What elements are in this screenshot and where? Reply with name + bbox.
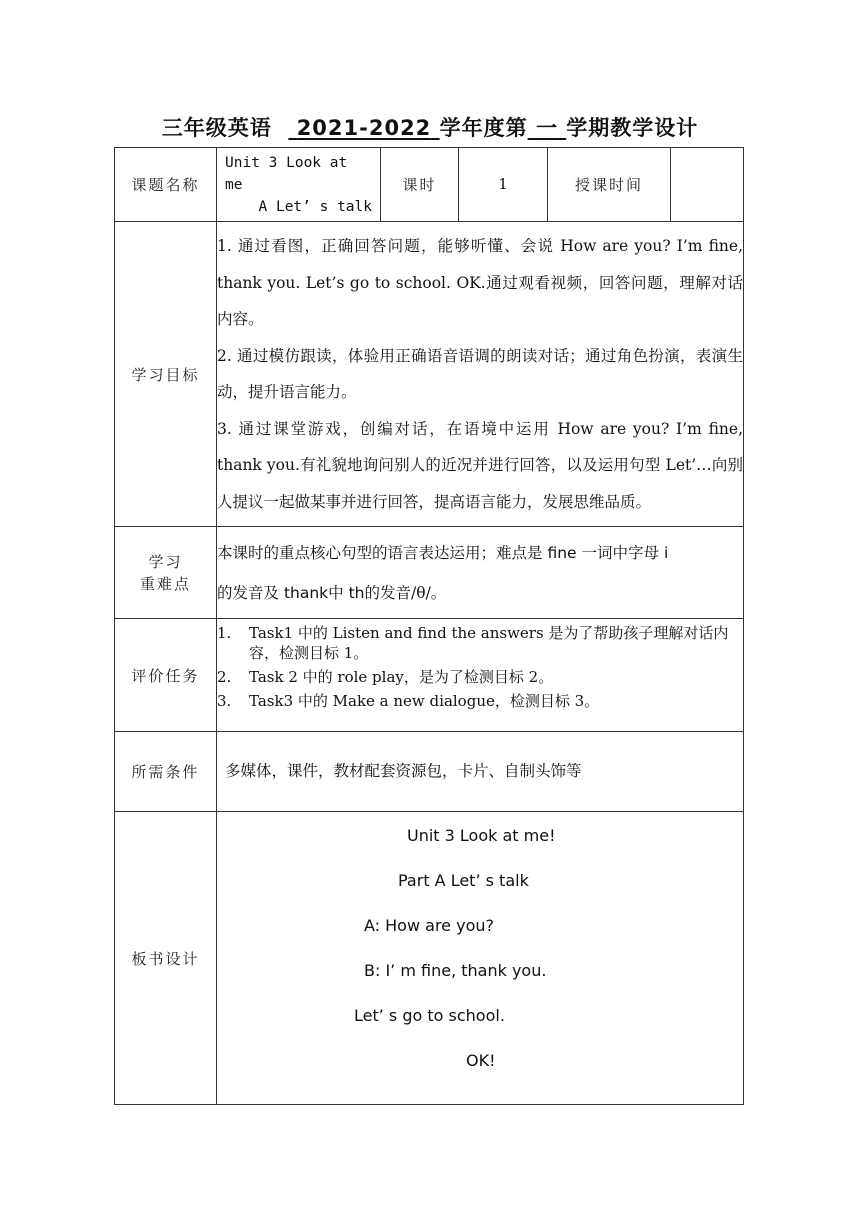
document-title	[0, 112, 860, 142]
board-line: Let’ s go to school.	[354, 1006, 505, 1025]
period-value: 1	[459, 148, 548, 222]
course-name-cell	[217, 148, 381, 222]
board-design-label: 板书设计	[115, 812, 217, 1105]
title-term: 一	[535, 116, 558, 140]
board-design-content	[217, 812, 744, 1105]
key-points-row	[115, 527, 744, 619]
evaluation-content	[217, 619, 744, 732]
lesson-plan-table	[114, 147, 744, 1105]
title-year: 2021-2022	[296, 116, 432, 140]
evaluation-label: 评价任务	[115, 619, 217, 732]
objective-item: 1. 通过看图，正确回答问题，能够听懂、会说 How are you? I’m fine, thank you. Let’s go to school. OK.通过观看视频，回答问题，理解对话内容。	[217, 237, 743, 328]
course-name-label: 课题名称	[115, 148, 217, 222]
title-prefix: 三年级英语	[161, 116, 272, 140]
key-points-content: 本课时的重点核心句型的语言表达运用；难点是 fine 一词中字母 i 的发音及 thank中 th的发音/θ/。	[217, 527, 744, 619]
course-name-line1: Unit 3 Look at me	[225, 154, 348, 193]
teaching-time-label: 授课时间	[548, 148, 671, 222]
header-row	[115, 148, 744, 222]
period-label: 课时	[381, 148, 459, 222]
evaluation-row	[115, 619, 744, 732]
conditions-label: 所需条件	[115, 732, 217, 812]
objectives-label: 学习目标	[115, 222, 217, 527]
board-line: OK!	[466, 1051, 496, 1070]
board-line: Unit 3 Look at me!	[407, 826, 556, 845]
teaching-time-value	[671, 148, 744, 222]
objective-item: 3. 通过课堂游戏，创编对话，在语境中运用 How are you? I’m fine, thank you.有礼貌地询问别人的近况并进行回答，以及运用句型 Let’…向别人提议一起做某事并进行回答，提高语言能力，发展思维品质。	[217, 419, 743, 511]
board-line: B: I’ m fine, thank you.	[364, 961, 547, 980]
objectives-row	[115, 222, 744, 527]
conditions-content: 多媒体，课件，教材配套资源包，卡片、自制头饰等	[217, 732, 744, 812]
board-design-row	[115, 812, 744, 1105]
key-points-label: 学习 重难点	[115, 527, 217, 619]
board-line: A: How are you?	[364, 916, 494, 935]
objectives-content	[217, 222, 744, 527]
course-name-line2: A Let’ s talk	[258, 198, 372, 215]
board-line: Part A Let’ s talk	[398, 871, 529, 890]
title-mid: 学年度第	[439, 116, 528, 140]
evaluation-item: 3. Task3 中的 Make a new dialogue，检测目标 3。	[217, 692, 600, 710]
objective-item: 2. 通过模仿跟读，体验用正确语音语调的朗读对话；通过角色扮演，表演生动，提升语言能力。	[217, 346, 743, 401]
conditions-row	[115, 732, 744, 812]
title-suffix: 学期教学设计	[566, 116, 699, 140]
evaluation-item: 1. Task1 中的 Listen and find the answers 是为了帮助孩子理解对话内容，检测目标 1。	[217, 624, 729, 662]
evaluation-item: 2. Task 2 中的 role play，是为了检测目标 2。	[217, 668, 554, 686]
